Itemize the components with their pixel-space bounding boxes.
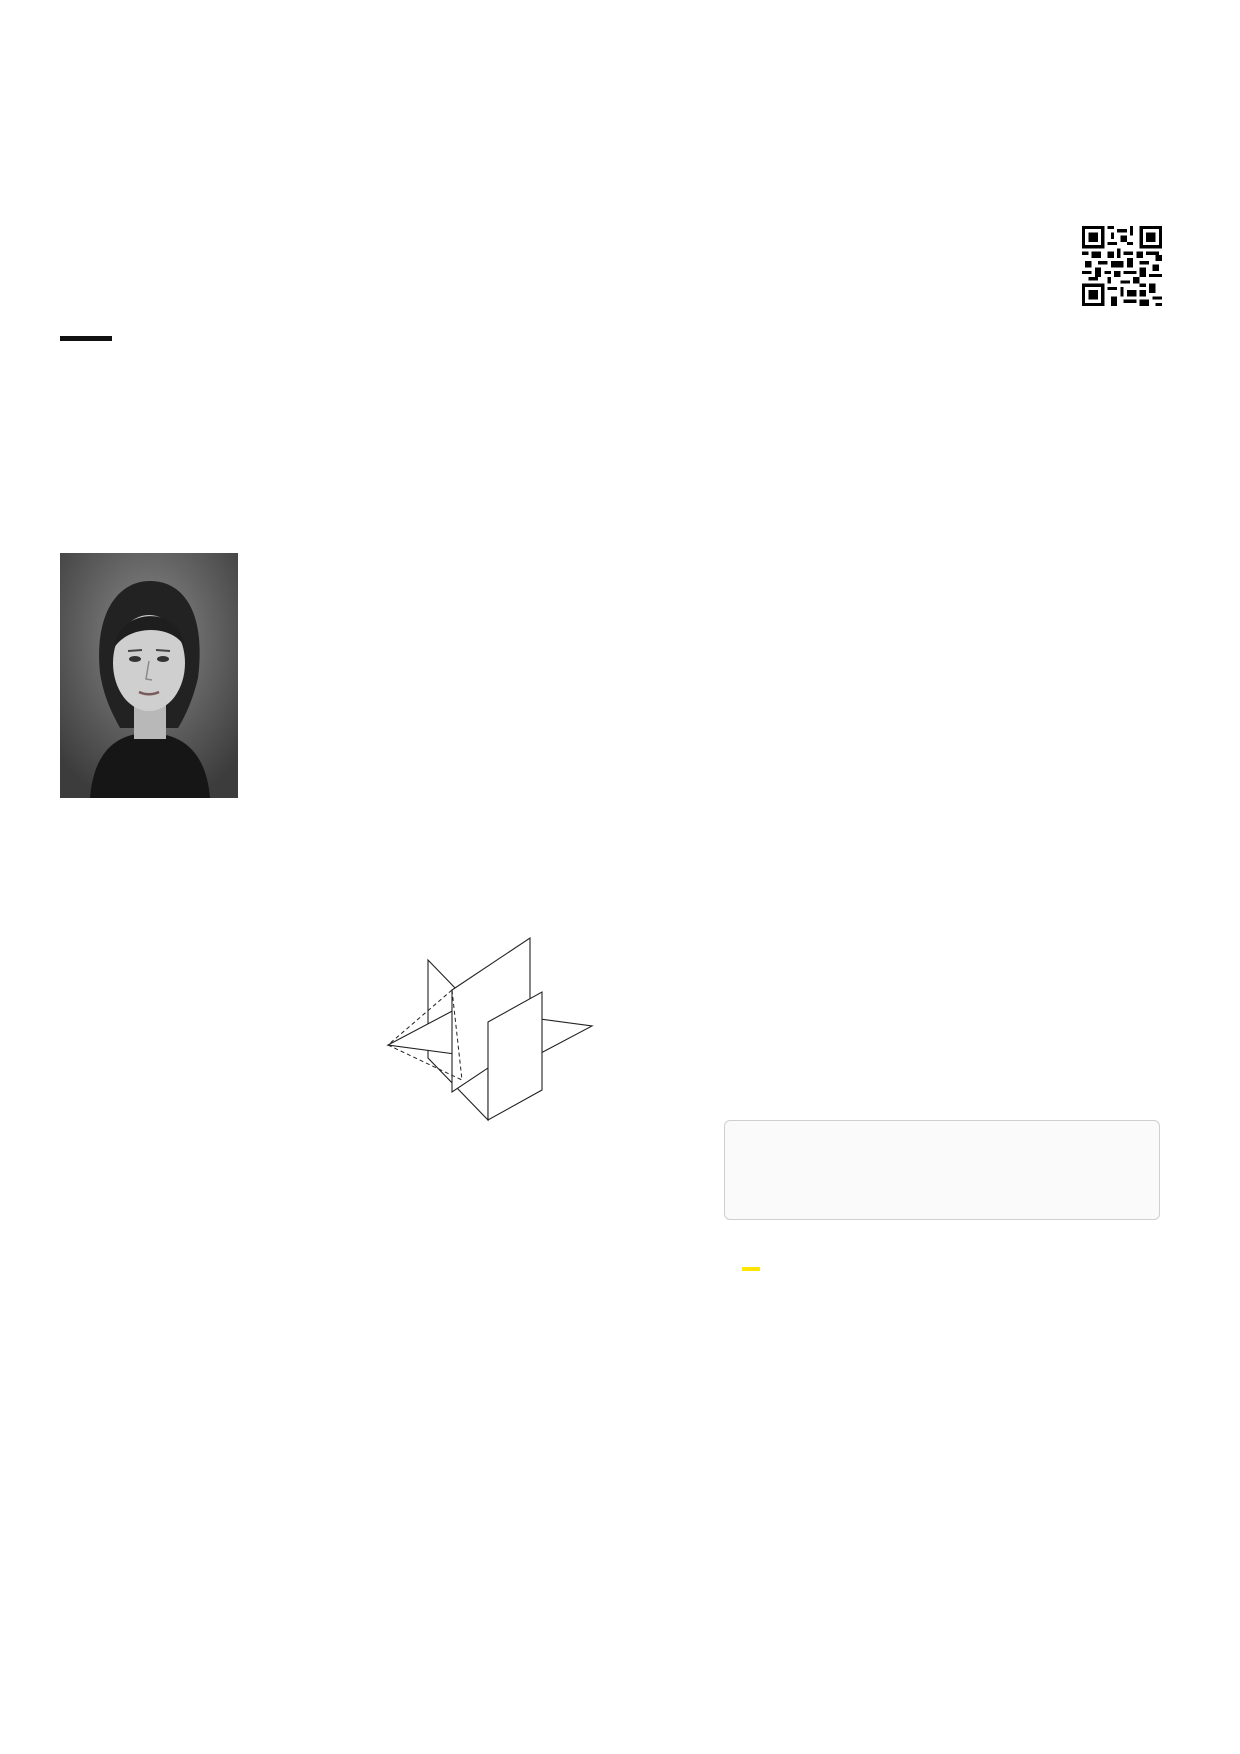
column-right xyxy=(724,549,1160,564)
intersecting-planes-figure xyxy=(380,930,600,1130)
code-line-3 xyxy=(737,1153,1147,1172)
column-middle-top xyxy=(268,549,710,560)
portrait-photo xyxy=(60,553,238,798)
code-line-1 xyxy=(737,1134,1147,1153)
column-middle-bottom xyxy=(268,1143,710,1151)
made-figure xyxy=(410,1330,1020,1670)
qr-code-icon[interactable] xyxy=(1082,226,1162,306)
code-line-4 xyxy=(737,1172,1147,1191)
portrait-drawing xyxy=(60,553,238,798)
highlight-note xyxy=(742,1267,760,1271)
title-rule xyxy=(60,336,112,341)
code-snippet[interactable] xyxy=(724,1120,1160,1220)
